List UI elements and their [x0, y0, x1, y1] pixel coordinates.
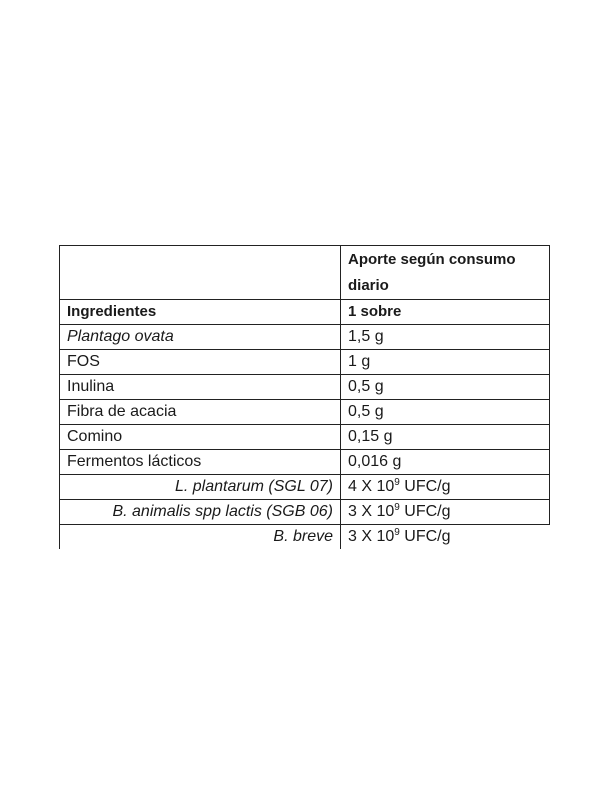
ingredient-name: Comino: [60, 425, 341, 450]
strain-value-base: 4 X 10: [348, 478, 395, 495]
strain-row: [60, 525, 550, 550]
strain-value: [341, 500, 550, 525]
table-subheader-row: [60, 300, 550, 325]
ingredient-name: FOS: [60, 350, 341, 375]
strain-name: L. plantarum (SGL 07): [60, 475, 341, 500]
strain-row: [60, 475, 550, 500]
ingredient-value: 0,15 g: [341, 425, 550, 450]
strain-name: B. animalis spp lactis (SGB 06): [60, 500, 341, 525]
strain-value: [341, 475, 550, 500]
ingredients-table-container: [59, 245, 549, 549]
ingredient-name: Fibra de acacia: [60, 400, 341, 425]
table-row: [60, 350, 550, 375]
table-row: [60, 425, 550, 450]
header-ingredientes-cell: Ingredientes: [60, 300, 341, 325]
header-empty-cell: [60, 246, 341, 300]
strain-value-exponent: 9: [394, 527, 400, 538]
ingredients-table: [59, 245, 550, 549]
table-row: [60, 375, 550, 400]
ingredient-value: 1,5 g: [341, 325, 550, 350]
ingredient-value: 0,5 g: [341, 400, 550, 425]
strain-value-exponent: 9: [394, 477, 400, 488]
table-row: [60, 325, 550, 350]
strain-value-unit: UFC/g: [399, 503, 451, 520]
ingredient-name: Plantago ovata: [60, 325, 341, 350]
header-aporte-cell: Aporte según consumo diario: [341, 246, 550, 300]
table-header-row: [60, 246, 550, 300]
table-row: [60, 450, 550, 475]
strain-value-base: 3 X 10: [348, 503, 395, 520]
strain-value-unit: UFC/g: [399, 528, 451, 545]
strain-value-base: 3 X 10: [348, 528, 395, 545]
strain-row: [60, 500, 550, 525]
ingredient-name: Fermentos lácticos: [60, 450, 341, 475]
ingredient-value: 0,5 g: [341, 375, 550, 400]
table-row: [60, 400, 550, 425]
strain-value: [341, 525, 550, 550]
ingredient-value: 0,016 g: [341, 450, 550, 475]
header-sobre-cell: 1 sobre: [341, 300, 550, 325]
ingredient-name: Inulina: [60, 375, 341, 400]
ingredient-value: 1 g: [341, 350, 550, 375]
strain-name: B. breve: [60, 525, 341, 550]
strain-value-unit: UFC/g: [399, 478, 451, 495]
strain-value-exponent: 9: [394, 502, 400, 513]
